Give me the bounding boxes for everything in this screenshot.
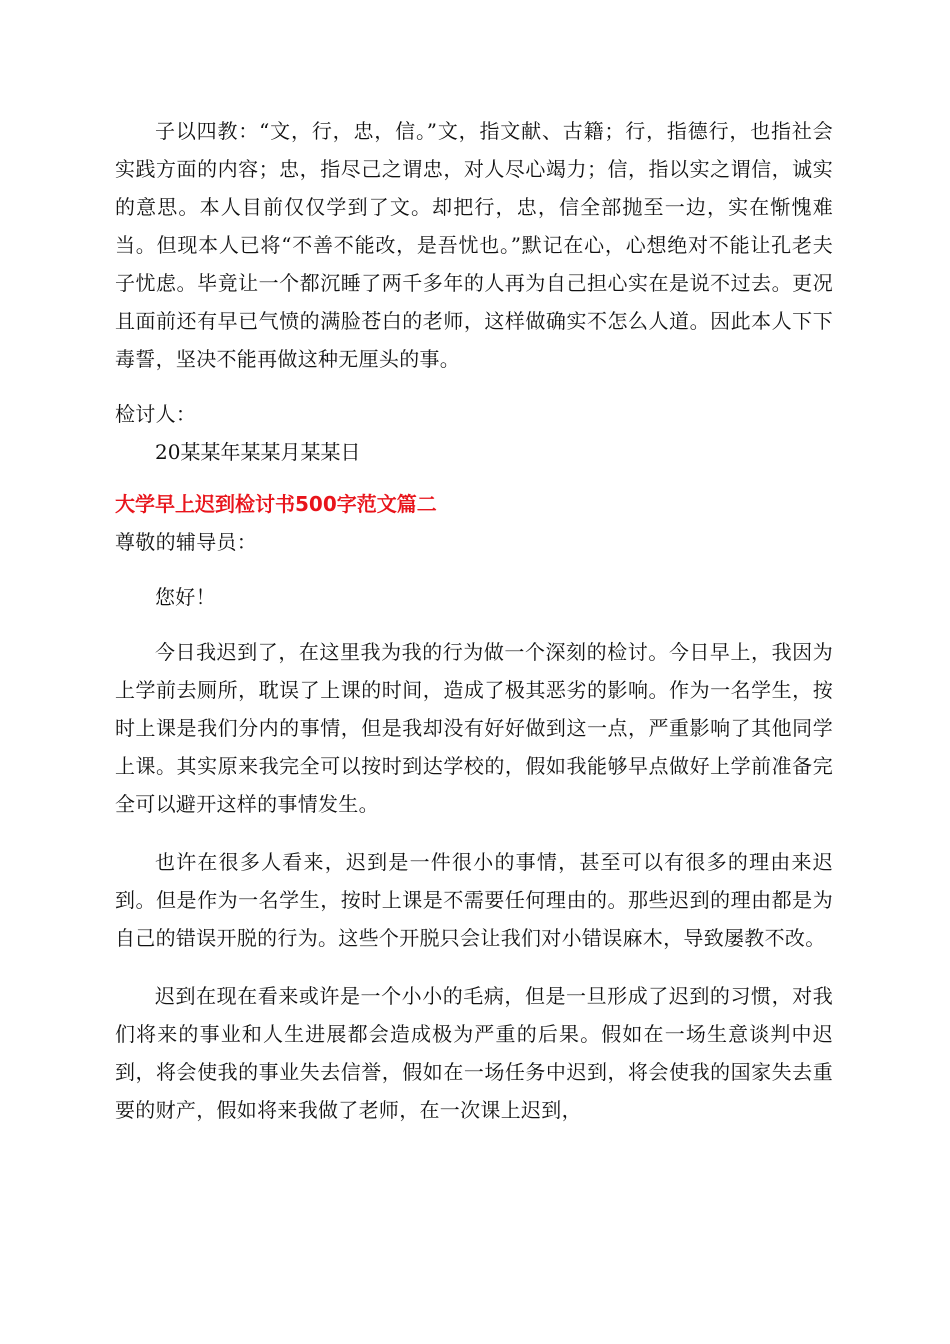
signer-label: 检讨人： bbox=[115, 402, 197, 426]
section-heading: 大学早上迟到检讨书500字范文篇二 bbox=[115, 492, 437, 516]
paragraph-4: 迟到在现在看来或许是一个小小的毛病，但是一旦形成了迟到的习惯，对我们将来的事业和人生进展都会造成极为严重的后果。假如在一场生意谈判中迟到，将会使我的事业失去信誉，假如在一场任务中迟到，将会使我的国家失去重要的财产，假如将来我做了老师，在一次课上迟到， bbox=[115, 984, 833, 1122]
signature-date: 20某某年某某月某某日 bbox=[155, 440, 361, 464]
salutation: 尊敬的辅导员： bbox=[115, 530, 258, 554]
paragraph-1: 子以四教：“文，行，忠，信。”文，指文献、古籍；行，指德行，也指社会实践方面的内容；忠，指尽己之谓忠，对人尽心竭力；信，指以实之谓信，诚实的意思。本人目前仅仅学到了文。却把行，忠，信全部抛至一边，实在惭愧难当。但现本人已将“不善不能改，是吾忧也。”默记在心，心想绝对不能让孔老夫子忧虑。毕竟让一个都沉睡了两千多年的人再为自己担心实在是说不过去。更况且面前还有早已气愤的满脸苍白的老师，这样做确实不怎么人道。因此本人下下毒誓，坚决不能再做这种无厘头的事。 bbox=[115, 119, 833, 371]
paragraph-3: 也许在很多人看来，迟到是一件很小的事情，甚至可以有很多的理由来迟到。但是作为一名学生，按时上课是不需要任何理由的。那些迟到的理由都是为自己的错误开脱的行为。这些个开脱只会让我们对小错误麻木，导致屡教不改。 bbox=[115, 850, 833, 950]
paragraph-2: 今日我迟到了，在这里我为我的行为做一个深刻的检讨。今日早上，我因为上学前去厕所，耽误了上课的时间，造成了极其恶劣的影响。作为一名学生，按时上课是我们分内的事情，但是我却没有好好做到这一点，严重影响了其他同学上课。其实原来我完全可以按时到达学校的，假如我能够早点做好上学前准备完全可以避开这样的事情发生。 bbox=[115, 640, 833, 816]
greeting: 您好！ bbox=[155, 585, 216, 609]
document-page bbox=[115, 112, 833, 1129]
